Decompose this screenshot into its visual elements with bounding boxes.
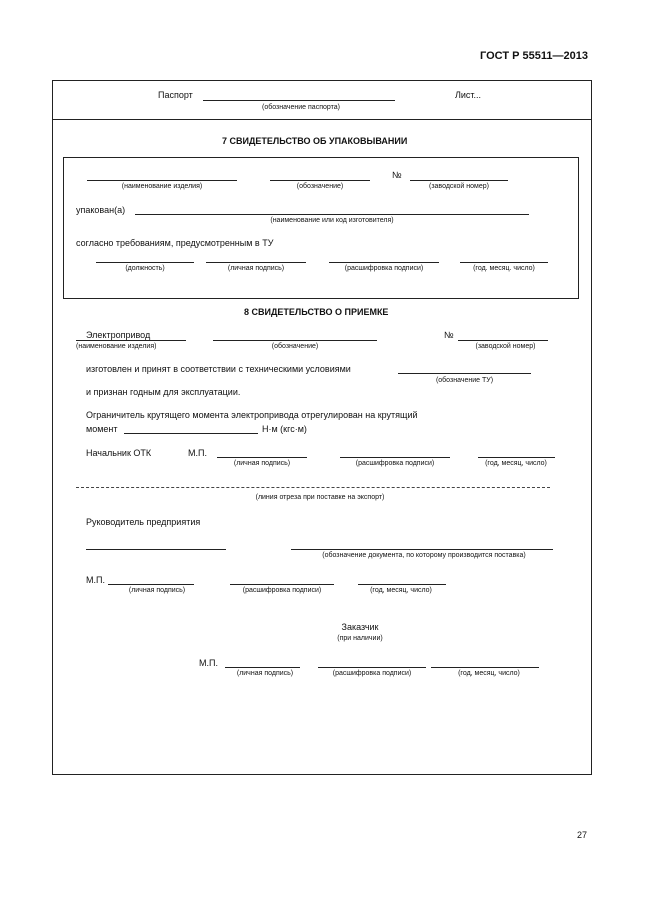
s8-head-decode-field[interactable]: [230, 584, 334, 585]
s8-otk-date-hint: (год, месяц, число): [485, 460, 547, 467]
passport-divider: [52, 119, 591, 120]
s8-moment-units: Н·м (кгс·м): [262, 424, 307, 434]
s8-designation-field[interactable]: [213, 340, 377, 341]
passport-hint: (обозначение паспорта): [262, 104, 340, 111]
s8-head-decode-hint: (расшифровка подписи): [242, 587, 322, 594]
s7-signature-hint: (личная подпись): [227, 265, 285, 272]
cut-line-hint: (линия отреза при поставке на экспорт): [255, 494, 385, 501]
s8-head-signature-hint: (личная подпись): [128, 587, 186, 594]
s8-designation-hint: (обозначение): [271, 343, 319, 350]
s8-otk-signature-field[interactable]: [217, 457, 307, 458]
section8-title: 8 СВИДЕТЕЛЬСТВО О ПРИЕМКЕ: [244, 307, 389, 317]
s7-maker-field[interactable]: [135, 214, 529, 215]
s8-otk-decode-field[interactable]: [340, 457, 450, 458]
s8-head-label: Руководитель предприятия: [86, 517, 201, 527]
s7-decode-field[interactable]: [329, 262, 439, 263]
standard-number: ГОСТ Р 55511—2013: [480, 50, 588, 62]
s8-fit-text: и признан годным для эксплуатации.: [86, 387, 241, 397]
s7-serial-hint: (заводской номер): [429, 183, 489, 190]
s8-moment-field[interactable]: [124, 433, 258, 434]
cut-line: [76, 487, 550, 488]
s7-product-field[interactable]: [87, 180, 237, 181]
s8-serial-hint: (заводской номер): [475, 343, 536, 350]
s8-customer-mp: М.П.: [199, 658, 218, 668]
s7-date-field[interactable]: [460, 262, 548, 263]
s7-maker-hint: (наименование или код изготовителя): [270, 217, 394, 224]
s7-decode-hint: (расшифровка подписи): [344, 265, 424, 272]
s7-packed-label: упакован(а): [76, 205, 126, 215]
s8-head-date-hint: (год, месяц, число): [370, 587, 432, 594]
s8-head-name-field[interactable]: [86, 549, 226, 550]
s7-product-hint: (наименование изделия): [121, 183, 203, 190]
s8-product-field[interactable]: [76, 340, 186, 341]
sheet-label: Лист...: [455, 90, 482, 100]
s7-position-field[interactable]: [96, 262, 194, 263]
s8-otk-label: Начальник ОТК: [86, 448, 152, 458]
s8-drive-label: Электропривод: [86, 330, 151, 340]
s7-serial-field[interactable]: [410, 180, 508, 181]
s8-doc-field[interactable]: [291, 549, 553, 550]
s8-customer-decode-hint: (расшифровка подписи): [332, 670, 412, 677]
s7-signature-field[interactable]: [206, 262, 306, 263]
s8-customer-decode-field[interactable]: [318, 667, 426, 668]
page-number: 27: [577, 830, 588, 840]
s8-otk-date-field[interactable]: [478, 457, 555, 458]
s7-designation-hint: (обозначение): [296, 183, 344, 190]
customer-label: Заказчик: [341, 622, 379, 632]
passport-field[interactable]: [203, 100, 395, 101]
s8-limiter-text: Ограничитель крутящего момента электропривода отрегулирован на крутящий: [86, 410, 418, 420]
s8-otk-decode-hint: (расшифровка подписи): [355, 460, 435, 467]
s8-head-signature-field[interactable]: [108, 584, 194, 585]
s8-serial-field[interactable]: [458, 340, 548, 341]
s8-head-date-field[interactable]: [358, 584, 446, 585]
s8-customer-date-hint: (год, месяц, число): [458, 670, 520, 677]
s8-otk-signature-hint: (личная подпись): [233, 460, 291, 467]
s8-customer-signature-field[interactable]: [225, 667, 300, 668]
customer-hint: (при наличии): [337, 635, 383, 642]
s7-designation-field[interactable]: [270, 180, 370, 181]
section7-title: 7 СВИДЕТЕЛЬСТВО ОБ УПАКОВЫВАНИИ: [222, 136, 408, 146]
s8-doc-hint: (обозначение документа, по которому производится поставка): [322, 552, 526, 559]
section7-frame: [63, 157, 579, 299]
s8-made-text: изготовлен и принят в соответствии с техническими условиями: [86, 364, 351, 374]
s8-tu-field[interactable]: [398, 373, 531, 374]
s8-customer-signature-hint: (личная подпись): [236, 670, 294, 677]
s8-tu-hint: (обозначение ТУ): [435, 377, 494, 384]
s7-date-hint: (год. месяц. число): [473, 265, 535, 272]
s8-product-hint: (наименование изделия): [76, 343, 157, 350]
s8-head-mp: М.П.: [86, 575, 105, 585]
s8-moment-label: момент: [86, 424, 118, 434]
passport-label: Паспорт: [158, 90, 193, 100]
s8-customer-date-field[interactable]: [431, 667, 539, 668]
s8-no-sign: №: [444, 330, 454, 340]
s8-otk-mp: М.П.: [188, 448, 207, 458]
s7-per-tu: согласно требованиям, предусмотренным в ТУ: [76, 238, 274, 248]
s7-position-hint: (должность): [125, 265, 165, 272]
s7-no-sign: №: [392, 170, 402, 180]
